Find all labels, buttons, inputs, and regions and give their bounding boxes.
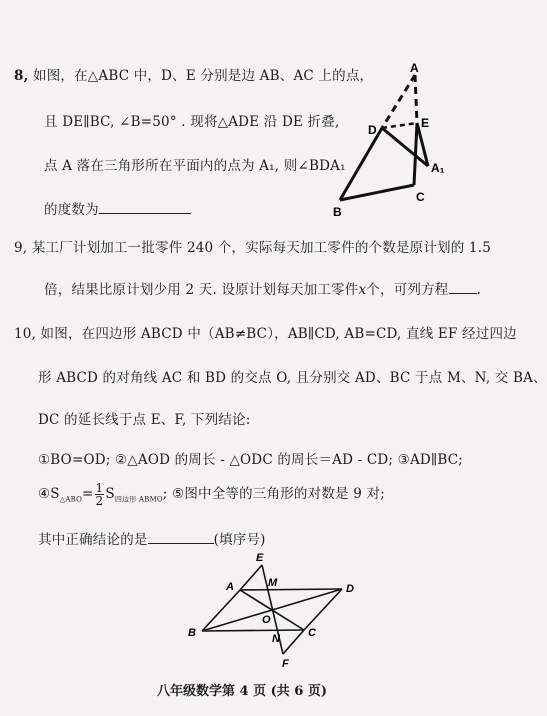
q10-line2: 形 ABCD 的对角线 AC 和 BD 的交点 O, 且分别交 AD、BC 于点 M、N, 交 BA、 [38, 370, 547, 386]
q10-label-D: D [346, 583, 354, 595]
q10-answer-blank [148, 543, 214, 544]
q10-line4: ①BO=OD; ②△AOD 的周长 - △ODC 的周长＝AD - CD; ③AD∥BC; [38, 452, 464, 468]
q8-label-C: C [416, 190, 425, 204]
q10-figure [180, 548, 370, 670]
q10-s2: S [105, 486, 115, 502]
q10-line3: DC 的延长线于点 E、F, 下列结论: [38, 412, 251, 428]
q10-ext-DC-F [283, 630, 304, 654]
q10-label-N: N [272, 633, 280, 645]
q8-text1: 如图，在△ABC 中，D、E 分别是边 AB、AC 上的点， [33, 68, 374, 84]
q8-label-E: E [421, 116, 430, 130]
q10-sub2: 四边形 ABMO [114, 495, 163, 504]
q8-label-A1: A₁ [431, 161, 445, 175]
q10-label-A: A [226, 581, 234, 593]
q10-seg-CB [202, 630, 304, 631]
q10-line6 [38, 528, 266, 548]
q8-label-D: D [368, 123, 377, 137]
q10-frac-den: 2 [95, 494, 104, 508]
q10-line5-rest: ; ⑤图中全等的三角形的对数是 9 对; [162, 486, 385, 502]
q8-seg-BC [340, 185, 414, 200]
q8-answer-blank [99, 213, 191, 214]
page-footer: 八年级数学第 4 页 (共 6 页) [156, 684, 328, 699]
q10-seg-AD [240, 589, 342, 590]
q10-line1: 10, 如图，在四边形 ABCD 中（AB≠BC），AB∥CD, AB=CD, 直线 EF 经过四边 [14, 326, 517, 342]
q8-seg-AE-dashed [415, 75, 417, 123]
q8-line4 [44, 198, 191, 218]
q9-line2a: 倍，结果比原计划少用 2 天. 设原计划每天加工零件 [44, 282, 359, 298]
q10-eq: = [82, 486, 94, 502]
q10-sub1: △ABO [59, 495, 83, 504]
q9-answer-blank [449, 293, 477, 294]
q10-line5 [38, 482, 385, 507]
q9-line2 [44, 278, 481, 298]
q8-label-B: B [333, 205, 342, 219]
q8-number: 8, [14, 68, 29, 84]
q10-label-M: M [268, 577, 278, 589]
q10-fraction [95, 482, 105, 507]
q8-seg-DE-dashed [382, 123, 417, 128]
q10-label-B: B [188, 627, 196, 639]
q8-line2: 且 DE∥BC, ∠B=50° . 现将△ADE 沿 DE 折叠, [44, 114, 340, 130]
q8-figure [330, 58, 470, 223]
q10-ext-BA-E [240, 565, 262, 590]
q9-line1: 9, 某工厂计划加工一批零件 240 个，实际每天加工零件的个数是原计划的 1.5 [14, 240, 491, 256]
q8-label-A: A [410, 61, 419, 75]
q10-label-C: C [308, 627, 316, 639]
q9-line2b: 个，可列方程 [366, 282, 449, 298]
q10-label-E: E [256, 552, 264, 564]
q10-line6-hint: (填序号) [213, 532, 266, 548]
q8-line4-text: 的度数为 [44, 202, 99, 218]
q10-s-prefix: ④S [38, 486, 60, 502]
q10-frac-num: 1 [95, 481, 104, 495]
q8-seg-AD-dashed [382, 75, 415, 128]
q8-line3: 点 A 落在三角形所在平面内的点为 A₁, 则∠BDA₁ [44, 158, 346, 174]
q8-seg-DB [340, 128, 382, 200]
q9-var-x: x [358, 282, 367, 298]
q8-line1 [14, 64, 373, 84]
q10-label-O: O [262, 614, 271, 626]
q9-line2c: . [476, 282, 481, 298]
q10-label-F: F [282, 658, 289, 670]
q10-line6-text: 其中正确结论的是 [38, 532, 148, 548]
